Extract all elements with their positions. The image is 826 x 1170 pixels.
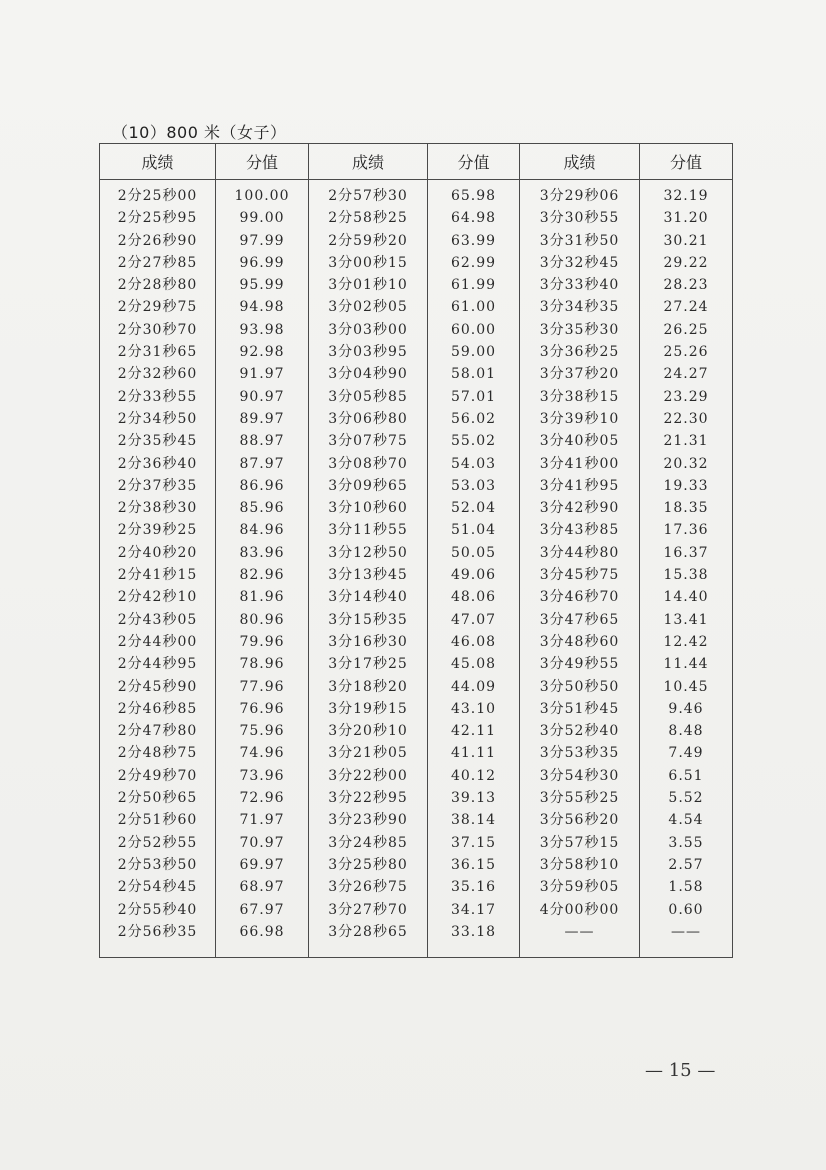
result-cell: 2分54秒45 xyxy=(100,876,216,898)
score-cell: 31.20 xyxy=(640,207,733,229)
score-cell: 9.46 xyxy=(640,698,733,720)
result-cell: 4分00秒00 xyxy=(520,899,640,921)
result-cell: 2分33秒55 xyxy=(100,386,216,408)
score-cell: 50.05 xyxy=(428,542,520,564)
score-cell: 82.96 xyxy=(216,564,309,586)
result-cell: 2分47秒80 xyxy=(100,720,216,742)
score-cell: 93.98 xyxy=(216,319,309,341)
score-cell: 69.97 xyxy=(216,854,309,876)
table-row xyxy=(100,408,733,430)
result-cell: 3分47秒65 xyxy=(520,609,640,631)
result-cell: 3分59秒05 xyxy=(520,876,640,898)
result-cell: 3分43秒85 xyxy=(520,519,640,541)
result-cell: 3分42秒90 xyxy=(520,497,640,519)
result-cell: 3分35秒30 xyxy=(520,319,640,341)
score-cell: 59.00 xyxy=(428,341,520,363)
result-cell: 2分26秒90 xyxy=(100,230,216,252)
header-cell: 分值 xyxy=(428,144,520,180)
result-cell: 3分58秒10 xyxy=(520,854,640,876)
table-row xyxy=(100,854,733,876)
result-cell: 3分08秒70 xyxy=(309,453,428,475)
page-number: — 15 — xyxy=(645,1060,716,1081)
result-cell: 3分16秒30 xyxy=(309,631,428,653)
score-cell: 42.11 xyxy=(428,720,520,742)
result-cell: 2分46秒85 xyxy=(100,698,216,720)
score-cell: 90.97 xyxy=(216,386,309,408)
result-cell: 2分58秒25 xyxy=(309,207,428,229)
score-cell: 65.98 xyxy=(428,180,520,208)
score-cell: 16.37 xyxy=(640,542,733,564)
result-cell: 3分24秒85 xyxy=(309,832,428,854)
result-cell: 2分56秒35 xyxy=(100,921,216,958)
score-cell: 91.97 xyxy=(216,363,309,385)
score-cell: 83.96 xyxy=(216,542,309,564)
score-cell: 49.06 xyxy=(428,564,520,586)
score-cell: 81.96 xyxy=(216,586,309,608)
score-cell: 22.30 xyxy=(640,408,733,430)
score-cell: 26.25 xyxy=(640,319,733,341)
score-cell: 61.00 xyxy=(428,296,520,318)
result-cell: 3分54秒30 xyxy=(520,765,640,787)
score-cell: 30.21 xyxy=(640,230,733,252)
result-cell: 3分57秒15 xyxy=(520,832,640,854)
score-cell: 44.09 xyxy=(428,676,520,698)
result-cell: 3分36秒25 xyxy=(520,341,640,363)
result-cell: 2分35秒45 xyxy=(100,430,216,452)
table-row xyxy=(100,698,733,720)
score-cell: 28.23 xyxy=(640,274,733,296)
result-cell: 2分37秒35 xyxy=(100,475,216,497)
result-cell: 3分14秒40 xyxy=(309,586,428,608)
result-cell: 3分28秒65 xyxy=(309,921,428,958)
result-cell: 3分03秒00 xyxy=(309,319,428,341)
result-cell: 2分44秒95 xyxy=(100,653,216,675)
table-row xyxy=(100,497,733,519)
score-cell: 54.03 xyxy=(428,453,520,475)
score-cell: 57.01 xyxy=(428,386,520,408)
score-cell: 37.15 xyxy=(428,832,520,854)
score-cell: 25.26 xyxy=(640,341,733,363)
score-cell: 68.97 xyxy=(216,876,309,898)
result-cell: 3分25秒80 xyxy=(309,854,428,876)
result-cell: 3分13秒45 xyxy=(309,564,428,586)
score-cell: 70.97 xyxy=(216,832,309,854)
table-row xyxy=(100,319,733,341)
table-row xyxy=(100,252,733,274)
table-body xyxy=(100,180,733,958)
result-cell: 3分00秒15 xyxy=(309,252,428,274)
table-caption: （10）800 米（女子） xyxy=(112,123,287,142)
result-cell: 3分52秒40 xyxy=(520,720,640,742)
table-row xyxy=(100,519,733,541)
table-row xyxy=(100,475,733,497)
result-cell: 3分22秒95 xyxy=(309,787,428,809)
table-row xyxy=(100,720,733,742)
result-cell: 3分10秒60 xyxy=(309,497,428,519)
result-cell: 3分29秒06 xyxy=(520,180,640,208)
score-cell: 34.17 xyxy=(428,899,520,921)
table-row xyxy=(100,453,733,475)
score-cell: 63.99 xyxy=(428,230,520,252)
table-row xyxy=(100,921,733,958)
score-cell: 80.96 xyxy=(216,609,309,631)
score-cell: 71.97 xyxy=(216,809,309,831)
table-row xyxy=(100,586,733,608)
result-cell: 3分05秒85 xyxy=(309,386,428,408)
table-row xyxy=(100,180,733,208)
result-cell: 2分25秒95 xyxy=(100,207,216,229)
table-row xyxy=(100,832,733,854)
result-cell: 2分40秒20 xyxy=(100,542,216,564)
result-cell: 3分49秒55 xyxy=(520,653,640,675)
score-cell: 14.40 xyxy=(640,586,733,608)
result-cell: 2分36秒40 xyxy=(100,453,216,475)
result-cell: 3分17秒25 xyxy=(309,653,428,675)
score-cell: 66.98 xyxy=(216,921,309,958)
result-cell: 3分45秒75 xyxy=(520,564,640,586)
score-cell: 21.31 xyxy=(640,430,733,452)
score-cell: 24.27 xyxy=(640,363,733,385)
result-cell: 3分27秒70 xyxy=(309,899,428,921)
score-cell: 88.97 xyxy=(216,430,309,452)
score-cell: 61.99 xyxy=(428,274,520,296)
table-row xyxy=(100,564,733,586)
header-cell: 成绩 xyxy=(309,144,428,180)
result-cell: 2分31秒65 xyxy=(100,341,216,363)
result-cell: 3分53秒35 xyxy=(520,742,640,764)
score-cell: 1.58 xyxy=(640,876,733,898)
score-cell: 7.49 xyxy=(640,742,733,764)
score-cell: 17.36 xyxy=(640,519,733,541)
result-cell: 3分01秒10 xyxy=(309,274,428,296)
score-cell: 36.15 xyxy=(428,854,520,876)
score-cell: 48.06 xyxy=(428,586,520,608)
score-cell: 79.96 xyxy=(216,631,309,653)
score-cell: 46.08 xyxy=(428,631,520,653)
score-cell: 77.96 xyxy=(216,676,309,698)
result-cell: 3分37秒20 xyxy=(520,363,640,385)
result-cell: 2分38秒30 xyxy=(100,497,216,519)
score-cell: 15.38 xyxy=(640,564,733,586)
result-cell: 3分04秒90 xyxy=(309,363,428,385)
result-cell: 3分41秒95 xyxy=(520,475,640,497)
result-cell: 3分38秒15 xyxy=(520,386,640,408)
result-cell: 2分43秒05 xyxy=(100,609,216,631)
table-row xyxy=(100,207,733,229)
table-row xyxy=(100,899,733,921)
score-cell: 92.98 xyxy=(216,341,309,363)
result-cell: 3分46秒70 xyxy=(520,586,640,608)
score-cell: 12.42 xyxy=(640,631,733,653)
result-cell: 3分06秒80 xyxy=(309,408,428,430)
result-cell: 2分39秒25 xyxy=(100,519,216,541)
score-cell: 10.45 xyxy=(640,676,733,698)
result-cell: 3分22秒00 xyxy=(309,765,428,787)
table-row xyxy=(100,341,733,363)
score-cell: 19.33 xyxy=(640,475,733,497)
table-row xyxy=(100,230,733,252)
header-cell: 分值 xyxy=(640,144,733,180)
score-cell: 84.96 xyxy=(216,519,309,541)
score-cell: 38.14 xyxy=(428,809,520,831)
score-cell: 13.41 xyxy=(640,609,733,631)
result-cell: 3分03秒95 xyxy=(309,341,428,363)
table-row xyxy=(100,676,733,698)
score-cell: 72.96 xyxy=(216,787,309,809)
table-row xyxy=(100,274,733,296)
result-cell: 2分28秒80 xyxy=(100,274,216,296)
score-cell: 29.22 xyxy=(640,252,733,274)
score-cell: 47.07 xyxy=(428,609,520,631)
score-cell: 40.12 xyxy=(428,765,520,787)
table-row xyxy=(100,386,733,408)
score-cell: 75.96 xyxy=(216,720,309,742)
score-cell: 51.04 xyxy=(428,519,520,541)
score-cell: 27.24 xyxy=(640,296,733,318)
score-cell: 32.19 xyxy=(640,180,733,208)
result-cell: 2分44秒00 xyxy=(100,631,216,653)
result-cell: 3分40秒05 xyxy=(520,430,640,452)
result-cell: 3分44秒80 xyxy=(520,542,640,564)
result-cell: 3分41秒00 xyxy=(520,453,640,475)
result-cell: 2分41秒15 xyxy=(100,564,216,586)
result-cell: 2分32秒60 xyxy=(100,363,216,385)
score-cell: 3.55 xyxy=(640,832,733,854)
result-cell: 2分53秒50 xyxy=(100,854,216,876)
result-cell: 3分20秒10 xyxy=(309,720,428,742)
header-cell: 成绩 xyxy=(100,144,216,180)
result-cell: 3分31秒50 xyxy=(520,230,640,252)
score-cell: 73.96 xyxy=(216,765,309,787)
score-cell: 64.98 xyxy=(428,207,520,229)
result-cell: 3分11秒55 xyxy=(309,519,428,541)
result-cell: 3分51秒45 xyxy=(520,698,640,720)
table-row xyxy=(100,653,733,675)
score-cell: 45.08 xyxy=(428,653,520,675)
result-cell: 3分48秒60 xyxy=(520,631,640,653)
result-cell: 3分12秒50 xyxy=(309,542,428,564)
header-row xyxy=(100,144,733,180)
result-cell: 3分32秒45 xyxy=(520,252,640,274)
result-cell: 2分55秒40 xyxy=(100,899,216,921)
header-cell: 成绩 xyxy=(520,144,640,180)
table-row xyxy=(100,430,733,452)
score-cell: 35.16 xyxy=(428,876,520,898)
score-cell: 97.99 xyxy=(216,230,309,252)
result-cell: 2分45秒90 xyxy=(100,676,216,698)
score-cell: 33.18 xyxy=(428,921,520,958)
result-cell: 3分09秒65 xyxy=(309,475,428,497)
score-cell: 55.02 xyxy=(428,430,520,452)
result-cell: 2分34秒50 xyxy=(100,408,216,430)
score-cell: 20.32 xyxy=(640,453,733,475)
result-cell: 2分57秒30 xyxy=(309,180,428,208)
result-cell: 3分21秒05 xyxy=(309,742,428,764)
score-cell: 18.35 xyxy=(640,497,733,519)
score-cell: 39.13 xyxy=(428,787,520,809)
result-cell: 3分02秒05 xyxy=(309,296,428,318)
table-row xyxy=(100,787,733,809)
result-cell: 2分27秒85 xyxy=(100,252,216,274)
result-cell: 2分42秒10 xyxy=(100,586,216,608)
score-cell: 53.03 xyxy=(428,475,520,497)
score-cell: 6.51 xyxy=(640,765,733,787)
result-cell: 3分07秒75 xyxy=(309,430,428,452)
score-cell: 11.44 xyxy=(640,653,733,675)
score-cell: 62.99 xyxy=(428,252,520,274)
score-cell: 76.96 xyxy=(216,698,309,720)
header-cell: 分值 xyxy=(216,144,309,180)
score-cell: 95.99 xyxy=(216,274,309,296)
result-cell: 3分50秒50 xyxy=(520,676,640,698)
table-row xyxy=(100,363,733,385)
result-cell: 3分30秒55 xyxy=(520,207,640,229)
table-row xyxy=(100,742,733,764)
score-cell: 2.57 xyxy=(640,854,733,876)
score-cell: 8.48 xyxy=(640,720,733,742)
score-cell: —— xyxy=(640,921,733,958)
score-cell: 96.99 xyxy=(216,252,309,274)
score-cell: 74.96 xyxy=(216,742,309,764)
result-cell: 3分26秒75 xyxy=(309,876,428,898)
score-cell: 23.29 xyxy=(640,386,733,408)
table-row xyxy=(100,631,733,653)
result-cell: 2分29秒75 xyxy=(100,296,216,318)
result-cell: 3分56秒20 xyxy=(520,809,640,831)
score-cell: 86.96 xyxy=(216,475,309,497)
table-row xyxy=(100,809,733,831)
result-cell: —— xyxy=(520,921,640,958)
result-cell: 3分23秒90 xyxy=(309,809,428,831)
result-cell: 3分39秒10 xyxy=(520,408,640,430)
score-cell: 67.97 xyxy=(216,899,309,921)
score-cell: 52.04 xyxy=(428,497,520,519)
table-row xyxy=(100,765,733,787)
result-cell: 2分52秒55 xyxy=(100,832,216,854)
table-row xyxy=(100,542,733,564)
score-cell: 78.96 xyxy=(216,653,309,675)
score-cell: 99.00 xyxy=(216,207,309,229)
result-cell: 2分30秒70 xyxy=(100,319,216,341)
score-cell: 0.60 xyxy=(640,899,733,921)
table-row xyxy=(100,296,733,318)
result-cell: 2分59秒20 xyxy=(309,230,428,252)
result-cell: 3分19秒15 xyxy=(309,698,428,720)
score-cell: 87.97 xyxy=(216,453,309,475)
table-row xyxy=(100,609,733,631)
score-cell: 100.00 xyxy=(216,180,309,208)
table-row xyxy=(100,876,733,898)
result-cell: 2分49秒70 xyxy=(100,765,216,787)
score-cell: 94.98 xyxy=(216,296,309,318)
result-cell: 3分18秒20 xyxy=(309,676,428,698)
score-cell: 5.52 xyxy=(640,787,733,809)
result-cell: 2分48秒75 xyxy=(100,742,216,764)
score-table xyxy=(99,143,733,958)
result-cell: 2分51秒60 xyxy=(100,809,216,831)
score-cell: 58.01 xyxy=(428,363,520,385)
score-cell: 41.11 xyxy=(428,742,520,764)
score-cell: 4.54 xyxy=(640,809,733,831)
result-cell: 2分50秒65 xyxy=(100,787,216,809)
result-cell: 3分15秒35 xyxy=(309,609,428,631)
result-cell: 3分33秒40 xyxy=(520,274,640,296)
result-cell: 2分25秒00 xyxy=(100,180,216,208)
score-cell: 60.00 xyxy=(428,319,520,341)
result-cell: 3分55秒25 xyxy=(520,787,640,809)
result-cell: 3分34秒35 xyxy=(520,296,640,318)
score-cell: 43.10 xyxy=(428,698,520,720)
score-cell: 56.02 xyxy=(428,408,520,430)
score-cell: 85.96 xyxy=(216,497,309,519)
score-cell: 89.97 xyxy=(216,408,309,430)
